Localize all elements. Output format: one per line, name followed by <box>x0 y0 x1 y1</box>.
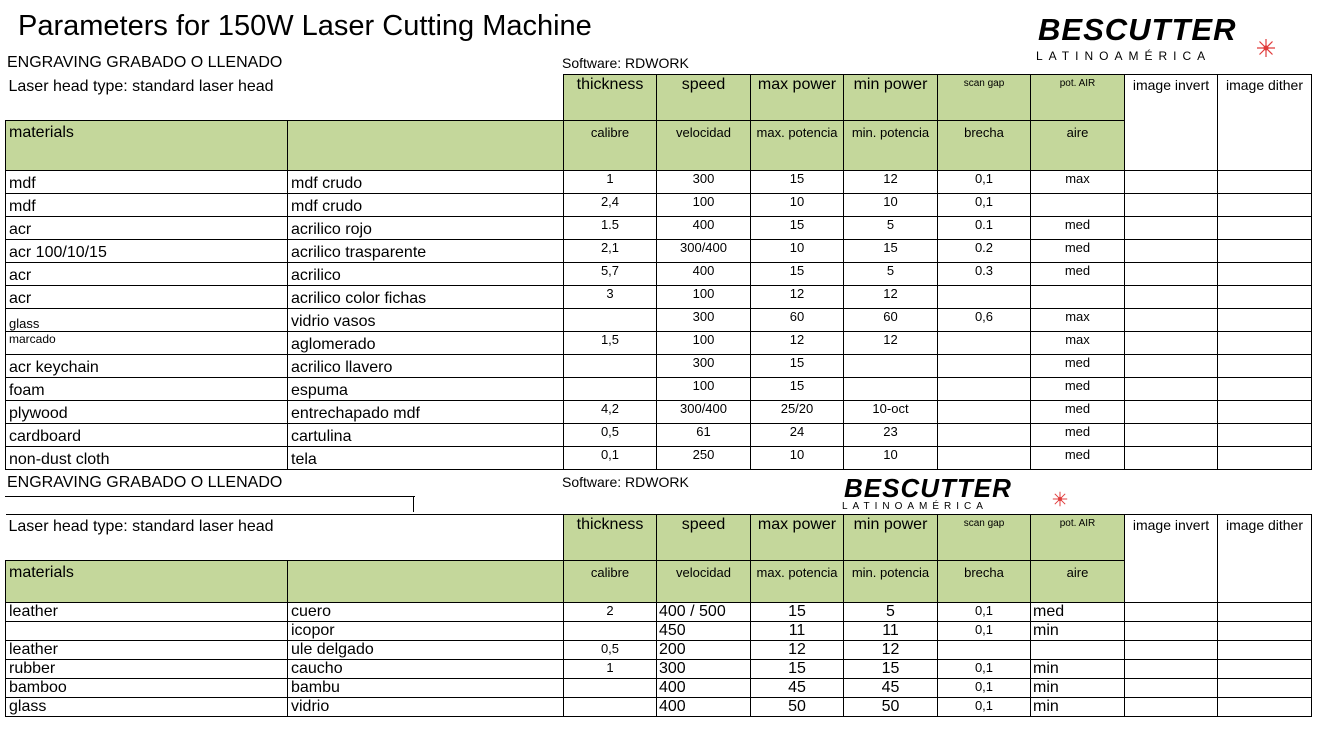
cell-max: 10 <box>751 447 844 470</box>
material-es: acrilico trasparente <box>288 240 564 263</box>
col-header-pot-air: pot. AIR <box>1031 75 1125 121</box>
cell-max: 12 <box>751 641 844 660</box>
material-en: marcado <box>6 332 288 355</box>
subheader-max-potencia: max. potencia <box>751 121 844 171</box>
cell-speed: 300/400 <box>657 401 751 424</box>
cell-image-invert <box>1125 332 1218 355</box>
cell-min: 5 <box>844 263 938 286</box>
cell-air <box>1031 286 1125 309</box>
laser-head-type: Laser head type: standard laser head <box>6 75 564 121</box>
cell-image-invert <box>1125 309 1218 332</box>
table-row <box>6 698 1312 717</box>
col-header-speed: speed <box>657 75 751 121</box>
cell-image-dither <box>1218 332 1312 355</box>
cell-min: 5 <box>844 603 938 622</box>
cell-air: med <box>1031 240 1125 263</box>
cell-image-dither <box>1218 603 1312 622</box>
material-es: entrechapado mdf <box>288 401 564 424</box>
subheader-calibre: calibre <box>564 121 657 171</box>
cell-max: 10 <box>751 240 844 263</box>
cell-thickness: 1.5 <box>564 217 657 240</box>
cell-max: 15 <box>751 378 844 401</box>
cell-image-dither <box>1218 424 1312 447</box>
cell-min: 10 <box>844 447 938 470</box>
material-en: mdf <box>6 194 288 217</box>
table-row <box>6 332 1312 355</box>
table-row <box>6 263 1312 286</box>
cell-image-invert <box>1125 660 1218 679</box>
cell-max: 15 <box>751 263 844 286</box>
cell-gap <box>938 401 1031 424</box>
cell-air <box>1031 641 1125 660</box>
col-header-image-invert-2: image invert <box>1125 515 1218 603</box>
cell-image-invert <box>1125 603 1218 622</box>
cell-thickness: 3 <box>564 286 657 309</box>
cell-max: 24 <box>751 424 844 447</box>
cell-image-dither <box>1218 217 1312 240</box>
subheader-aire-2: aire <box>1031 561 1125 603</box>
cell-image-dither <box>1218 641 1312 660</box>
cell-speed: 400 <box>657 263 751 286</box>
cell-thickness: 2,4 <box>564 194 657 217</box>
material-en: mdf <box>6 171 288 194</box>
material-en: foam <box>6 378 288 401</box>
cell-gap <box>938 378 1031 401</box>
cell-air: med <box>1031 401 1125 424</box>
cell-min: 12 <box>844 641 938 660</box>
material-en: acr <box>6 286 288 309</box>
materials-header-blank-2 <box>288 561 564 603</box>
cell-thickness <box>564 309 657 332</box>
material-en: acr 100/10/15 <box>6 240 288 263</box>
material-en: rubber <box>6 660 288 679</box>
material-es: acrilico llavero <box>288 355 564 378</box>
cell-max: 15 <box>751 217 844 240</box>
cell-air: max <box>1031 309 1125 332</box>
cell-min: 12 <box>844 171 938 194</box>
cell-max: 15 <box>751 355 844 378</box>
laser-star-icon-2 <box>1052 491 1068 507</box>
cell-thickness: 4,2 <box>564 401 657 424</box>
material-en: cardboard <box>6 424 288 447</box>
cell-gap: 0,1 <box>938 622 1031 641</box>
cell-image-dither <box>1218 679 1312 698</box>
col-header-thickness-2: thickness <box>564 515 657 561</box>
cell-min: 12 <box>844 332 938 355</box>
cell-speed: 400 <box>657 217 751 240</box>
cell-min: 15 <box>844 660 938 679</box>
cell-air: min <box>1031 660 1125 679</box>
logo-subtitle: LATINOAMÉRICA <box>1036 49 1212 63</box>
table-row <box>6 171 1312 194</box>
col-header-min-power: min power <box>844 75 938 121</box>
cell-max: 25/20 <box>751 401 844 424</box>
material-es: bambu <box>288 679 564 698</box>
cell-image-dither <box>1218 447 1312 470</box>
table-row <box>6 309 1312 332</box>
cell-speed: 300/400 <box>657 240 751 263</box>
cell-gap: 0,1 <box>938 171 1031 194</box>
cell-max: 11 <box>751 622 844 641</box>
table-row <box>6 217 1312 240</box>
table-row <box>6 424 1312 447</box>
cell-max: 50 <box>751 698 844 717</box>
engraving-underline-2 <box>5 496 415 497</box>
cell-thickness <box>564 679 657 698</box>
cell-gap: 0,6 <box>938 309 1031 332</box>
cell-image-invert <box>1125 424 1218 447</box>
cell-gap <box>938 355 1031 378</box>
cell-image-dither <box>1218 660 1312 679</box>
cell-image-invert <box>1125 378 1218 401</box>
cell-thickness: 5,7 <box>564 263 657 286</box>
cell-gap <box>938 424 1031 447</box>
table-row <box>6 622 1312 641</box>
material-es: aglomerado <box>288 332 564 355</box>
cell-thickness <box>564 698 657 717</box>
cell-image-invert <box>1125 698 1218 717</box>
cell-max: 15 <box>751 660 844 679</box>
table-row <box>6 240 1312 263</box>
cell-air <box>1031 194 1125 217</box>
col-header-image-dither-2: image dither <box>1218 515 1312 603</box>
brand-logo-2 <box>840 473 1080 515</box>
material-es: vidrio vasos <box>288 309 564 332</box>
cell-gap: 0.3 <box>938 263 1031 286</box>
subheader-min-potencia-2: min. potencia <box>844 561 938 603</box>
cell-max: 45 <box>751 679 844 698</box>
cell-image-invert <box>1125 679 1218 698</box>
cell-thickness <box>564 622 657 641</box>
engraving-label: ENGRAVING GRABADO O LLENADO <box>7 54 283 71</box>
table-row <box>6 679 1312 698</box>
col-header-pot-air-2: pot. AIR <box>1031 515 1125 561</box>
logo-subtitle-2: LATINOAMÉRICA <box>842 501 988 512</box>
cell-image-invert <box>1125 355 1218 378</box>
col-header-scan-gap: scan gap <box>938 75 1031 121</box>
cell-min: 10-oct <box>844 401 938 424</box>
brand-logo <box>1030 12 1290 62</box>
logo-wordmark: BESCUTTER <box>1038 12 1237 47</box>
cell-air: med <box>1031 355 1125 378</box>
cell-min: 11 <box>844 622 938 641</box>
cell-image-dither <box>1218 401 1312 424</box>
cell-air: med <box>1031 263 1125 286</box>
material-en: acr <box>6 263 288 286</box>
cell-thickness: 2,1 <box>564 240 657 263</box>
col-header-min-power-2: min power <box>844 515 938 561</box>
cell-image-invert <box>1125 217 1218 240</box>
cell-min <box>844 378 938 401</box>
material-en: bamboo <box>6 679 288 698</box>
material-es: acrilico rojo <box>288 217 564 240</box>
cell-image-dither <box>1218 171 1312 194</box>
cell-speed: 300 <box>657 171 751 194</box>
material-en: acr <box>6 217 288 240</box>
cell-image-dither <box>1218 240 1312 263</box>
cell-min: 5 <box>844 217 938 240</box>
cell-thickness: 0,5 <box>564 424 657 447</box>
material-en: leather <box>6 641 288 660</box>
cell-max: 10 <box>751 194 844 217</box>
material-en: non-dust cloth <box>6 447 288 470</box>
material-es: acrilico color fichas <box>288 286 564 309</box>
material-es: ule delgado <box>288 641 564 660</box>
cell-speed: 200 <box>657 641 751 660</box>
materials-header-blank <box>288 121 564 171</box>
table-row <box>6 447 1312 470</box>
cell-speed: 100 <box>657 194 751 217</box>
cell-image-dither <box>1218 378 1312 401</box>
logo-wordmark-2: BESCUTTER <box>844 473 1012 503</box>
col-header-image-invert: image invert <box>1125 75 1218 171</box>
subheader-aire: aire <box>1031 121 1125 171</box>
cell-gap <box>938 447 1031 470</box>
cell-image-invert <box>1125 286 1218 309</box>
cell-thickness: 1,5 <box>564 332 657 355</box>
subheader-brecha: brecha <box>938 121 1031 171</box>
cell-max: 15 <box>751 171 844 194</box>
parameters-table-2 <box>5 514 1312 717</box>
cell-min: 45 <box>844 679 938 698</box>
cell-gap <box>938 286 1031 309</box>
cell-image-dither <box>1218 309 1312 332</box>
col-header-speed-2: speed <box>657 515 751 561</box>
laser-head-type-2: Laser head type: standard laser head <box>6 515 564 561</box>
cell-image-dither <box>1218 263 1312 286</box>
materials-header-2: materials <box>6 561 288 603</box>
cell-speed: 450 <box>657 622 751 641</box>
cell-gap <box>938 332 1031 355</box>
table-row <box>6 355 1312 378</box>
cell-gap: 0,1 <box>938 698 1031 717</box>
cell-thickness: 1 <box>564 171 657 194</box>
cell-min: 12 <box>844 286 938 309</box>
cell-max: 15 <box>751 603 844 622</box>
cell-thickness: 1 <box>564 660 657 679</box>
cell-thickness <box>564 355 657 378</box>
cell-air: max <box>1031 332 1125 355</box>
cell-thickness: 2 <box>564 603 657 622</box>
materials-header: materials <box>6 121 288 171</box>
cell-air: med <box>1031 603 1125 622</box>
cell-gap: 0,1 <box>938 194 1031 217</box>
software-label: Software: RDWORK <box>562 55 689 71</box>
cell-image-dither <box>1218 194 1312 217</box>
cell-min: 15 <box>844 240 938 263</box>
cell-min: 50 <box>844 698 938 717</box>
cell-speed: 61 <box>657 424 751 447</box>
cell-max: 12 <box>751 332 844 355</box>
cell-image-invert <box>1125 641 1218 660</box>
cell-min: 60 <box>844 309 938 332</box>
subheader-brecha-2: brecha <box>938 561 1031 603</box>
material-en <box>6 622 288 641</box>
material-es: icopor <box>288 622 564 641</box>
material-es: mdf crudo <box>288 171 564 194</box>
material-es: mdf crudo <box>288 194 564 217</box>
table-row <box>6 603 1312 622</box>
material-en: acr keychain <box>6 355 288 378</box>
cell-image-dither <box>1218 286 1312 309</box>
cell-speed: 300 <box>657 309 751 332</box>
material-en: leather <box>6 603 288 622</box>
material-en: glass <box>6 309 288 332</box>
cell-air: med <box>1031 378 1125 401</box>
cell-gap: 0,1 <box>938 679 1031 698</box>
cell-air: min <box>1031 679 1125 698</box>
cell-gap: 0.1 <box>938 217 1031 240</box>
material-es: espuma <box>288 378 564 401</box>
cell-image-dither <box>1218 355 1312 378</box>
cell-min <box>844 355 938 378</box>
subheader-max-potencia-2: max. potencia <box>751 561 844 603</box>
cell-max: 60 <box>751 309 844 332</box>
cell-thickness <box>564 378 657 401</box>
cell-air: med <box>1031 217 1125 240</box>
cell-gap: 0,1 <box>938 603 1031 622</box>
cell-air: min <box>1031 698 1125 717</box>
parameters-table-1 <box>5 74 1312 470</box>
material-es: cuero <box>288 603 564 622</box>
cell-speed: 250 <box>657 447 751 470</box>
table-row <box>6 194 1312 217</box>
cell-air: med <box>1031 447 1125 470</box>
col-header-thickness: thickness <box>564 75 657 121</box>
material-es: tela <box>288 447 564 470</box>
cell-min: 10 <box>844 194 938 217</box>
cell-thickness: 0,5 <box>564 641 657 660</box>
cell-air: min <box>1031 622 1125 641</box>
cell-thickness: 0,1 <box>564 447 657 470</box>
cell-speed: 100 <box>657 378 751 401</box>
table-row <box>6 641 1312 660</box>
cell-speed: 300 <box>657 355 751 378</box>
material-en: plywood <box>6 401 288 424</box>
engraving-label-2: ENGRAVING GRABADO O LLENADO <box>7 474 283 491</box>
subheader-velocidad: velocidad <box>657 121 751 171</box>
col-header-image-dither: image dither <box>1218 75 1312 171</box>
software-label-2: Software: RDWORK <box>562 474 689 490</box>
cell-max: 12 <box>751 286 844 309</box>
cell-image-dither <box>1218 698 1312 717</box>
material-es: cartulina <box>288 424 564 447</box>
cell-air: max <box>1031 171 1125 194</box>
table-row <box>6 401 1312 424</box>
cell-image-invert <box>1125 194 1218 217</box>
cell-speed: 300 <box>657 660 751 679</box>
cell-image-dither <box>1218 622 1312 641</box>
cell-gap: 0.2 <box>938 240 1031 263</box>
cell-speed: 400 <box>657 679 751 698</box>
cell-speed: 400 <box>657 698 751 717</box>
table-row <box>6 660 1312 679</box>
cell-speed: 100 <box>657 286 751 309</box>
table-row <box>6 286 1312 309</box>
cell-gap <box>938 641 1031 660</box>
cell-min: 23 <box>844 424 938 447</box>
cell-image-invert <box>1125 622 1218 641</box>
engraving-tick-2 <box>413 496 414 512</box>
material-es: caucho <box>288 660 564 679</box>
cell-speed: 400 / 500 <box>657 603 751 622</box>
col-header-max-power-2: max power <box>751 515 844 561</box>
col-header-scan-gap-2: scan gap <box>938 515 1031 561</box>
subheader-velocidad-2: velocidad <box>657 561 751 603</box>
cell-image-invert <box>1125 401 1218 424</box>
table-row <box>6 378 1312 401</box>
cell-image-invert <box>1125 240 1218 263</box>
subheader-calibre-2: calibre <box>564 561 657 603</box>
material-es: vidrio <box>288 698 564 717</box>
laser-star-icon <box>1256 38 1276 58</box>
material-en: glass <box>6 698 288 717</box>
cell-gap: 0,1 <box>938 660 1031 679</box>
page-title: Parameters for 150W Laser Cutting Machine <box>18 10 592 42</box>
material-es: acrilico <box>288 263 564 286</box>
cell-image-invert <box>1125 447 1218 470</box>
subheader-min-potencia: min. potencia <box>844 121 938 171</box>
cell-speed: 100 <box>657 332 751 355</box>
cell-air: med <box>1031 424 1125 447</box>
cell-image-invert <box>1125 263 1218 286</box>
cell-image-invert <box>1125 171 1218 194</box>
col-header-max-power: max power <box>751 75 844 121</box>
